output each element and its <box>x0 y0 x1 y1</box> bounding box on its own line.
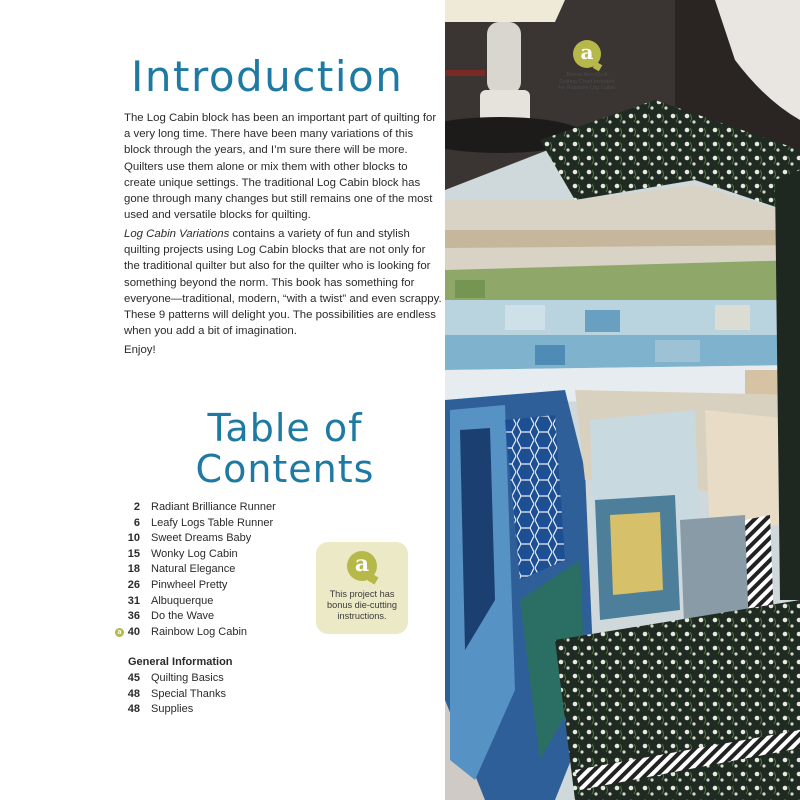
quilt-photo <box>445 0 800 800</box>
toc-title: Sweet Dreams Baby <box>151 532 252 545</box>
accuquilt-logo-icon: a <box>573 40 601 68</box>
die-cutting-callout <box>316 542 408 634</box>
toc-page-number: 40 <box>127 625 140 638</box>
toc-item[interactable] <box>104 532 354 548</box>
toc-page-number: 10 <box>127 532 140 545</box>
toc-title: Special Thanks <box>151 687 227 700</box>
toc-page-number: 48 <box>127 703 140 716</box>
general-information-list <box>104 672 354 719</box>
callout-text: This project has bonus die-cutting instructions. <box>327 589 397 621</box>
toc-title: Leafy Logs Table Runner <box>151 516 274 529</box>
toc-item[interactable] <box>104 703 354 719</box>
intro-paragraph-1: The Log Cabin block has been an important part of quilting for a very long time. There have been many variations of this block through the years, and I’m sure there will be more. Quilters use them alone or mix them with other blocks to create unique settings. The traditional Log Cabin block has gone through many changes but still remains one of the most used and versatile blocks for quilting. <box>124 112 437 222</box>
toc-page-number: 36 <box>127 610 140 623</box>
toc-page-number: 45 <box>127 672 140 684</box>
accuquilt-logo-icon: a <box>347 551 377 581</box>
toc-item[interactable] <box>104 501 354 517</box>
intro-paragraph-2-text: contains a variety of fun and stylish quilting projects using Log Cabin blocks that are not only for the traditional quilter but also for the quilter who is looking for something beyond the norm. This book has something for everyone—traditional, modern, “with a twist” and even scrappy. These 9 patterns will delight you. The possibilities are endless when you add a bit of imagination. <box>124 228 442 338</box>
toc-item[interactable] <box>104 688 354 704</box>
toc-page-number: 18 <box>127 563 140 576</box>
accuquilt-small-icon: a <box>115 628 124 637</box>
toc-page-number: 15 <box>127 547 140 560</box>
accuquilt-bonus-badge <box>558 40 616 92</box>
toc-heading-line-1: Table of <box>207 406 363 450</box>
toc-page-number: 26 <box>127 578 140 591</box>
toc-title: Quilting Basics <box>151 672 224 684</box>
toc-title: Wonky Log Cabin <box>151 547 238 560</box>
toc-page-number: 6 <box>133 516 140 529</box>
toc-page-number: 48 <box>127 687 140 700</box>
introduction-heading: Introduction <box>131 52 404 101</box>
toc-item[interactable] <box>104 672 354 688</box>
toc-title: Natural Elegance <box>151 563 236 576</box>
toc-title: Pinwheel Pretty <box>151 578 228 591</box>
toc-title: Do the Wave <box>151 610 215 623</box>
toc-heading <box>160 408 410 490</box>
toc-item[interactable] <box>104 517 354 533</box>
accuquilt-bonus-text: Bonus AccuQuilt Cutting Chart included for Rainbow Log Cabin <box>558 72 616 92</box>
toc-page-number: 31 <box>127 594 140 607</box>
toc-heading-line-2: Contents <box>195 447 375 491</box>
toc-page-number: 2 <box>133 501 140 513</box>
general-information-heading: General Information <box>128 656 233 668</box>
toc-title: Rainbow Log Cabin <box>151 625 248 638</box>
enjoy-text: Enjoy! <box>124 344 156 356</box>
intro-paragraph-2 <box>124 226 442 339</box>
toc-item[interactable] <box>104 626 354 642</box>
toc-title: Radiant Brilliance Runner <box>151 501 276 513</box>
book-title-italic: Log Cabin Variations <box>124 228 230 240</box>
toc-title: Albuquerque <box>151 594 214 607</box>
toc-title: Supplies <box>151 703 194 716</box>
